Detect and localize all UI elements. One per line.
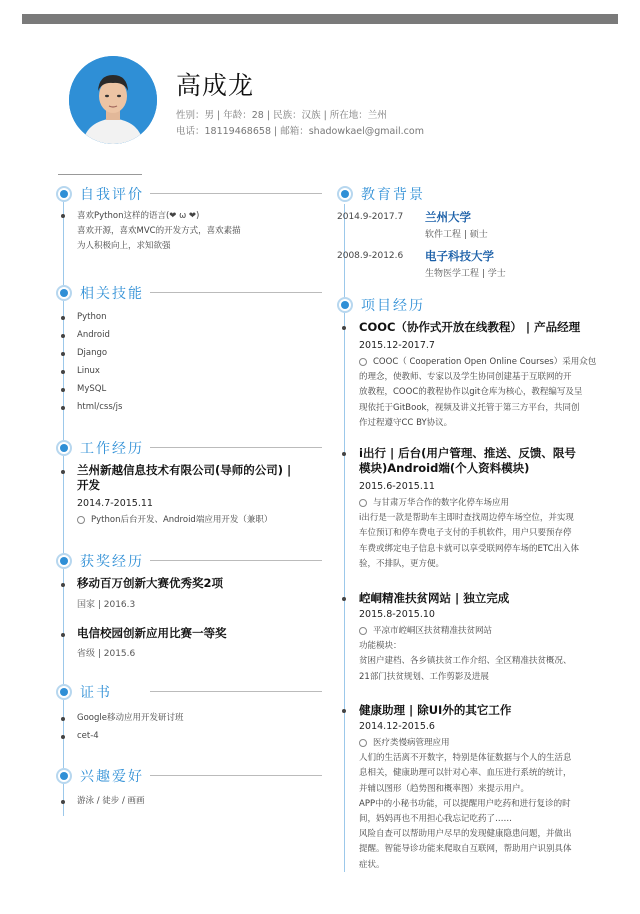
section-dot-icon xyxy=(337,186,353,202)
bullet-icon xyxy=(342,597,346,601)
project-name: 崆峒精准扶贫网站 | 独立完成 xyxy=(359,591,510,605)
project-desc-line: 与甘肃万华合作的数字化停车场应用 xyxy=(373,498,510,508)
circle-bullet-icon xyxy=(359,499,367,507)
project-desc-line: 贫困户建档、各乡镇扶贫工作介绍、全区精准扶贫概况、 xyxy=(359,656,572,667)
project-desc-line: 验，不排队，更方便。 xyxy=(359,558,445,569)
self-eval-line: 喜欢开源，喜欢MVC的开发方式，喜欢素描 xyxy=(77,226,241,236)
section-self-eval xyxy=(56,184,322,204)
project-name: i出行 | 后台(用户管理、推送、反馈、限号 xyxy=(359,446,576,460)
skill-item: Python xyxy=(77,312,107,322)
project-desc-line: APP中的小秘书功能，可以提醒用户吃药和进行复诊的时 xyxy=(359,798,571,809)
section-awards xyxy=(56,551,322,571)
project-dates: 2015.8-2015.10 xyxy=(359,609,435,620)
award-name: 电信校园创新应用比赛一等奖 xyxy=(77,626,227,640)
project-dates: 2014.12-2015.6 xyxy=(359,721,435,732)
hobbies-text: 游泳 / 徒步 / 画画 xyxy=(77,796,145,806)
section-dot-icon xyxy=(56,768,72,784)
project-name: 健康助理 | 除UI外的其它工作 xyxy=(359,703,512,717)
section-hobbies xyxy=(56,766,322,786)
bullet-icon xyxy=(61,214,65,218)
school-name: 兰州大学 xyxy=(425,210,471,224)
project-name: COOC（协作式开放在线教程） | 产品经理 xyxy=(359,320,581,334)
section-title: 教育背景 xyxy=(361,187,425,203)
bullet-icon xyxy=(61,717,65,721)
project-desc-line: 医疗类慢病管理应用 xyxy=(373,738,450,748)
project-desc-line: 间，妈妈再也不用担心我忘记吃药了…… xyxy=(359,814,513,825)
edu-dates: 2014.9-2017.7 xyxy=(337,212,404,222)
section-rule xyxy=(150,691,322,692)
circle-bullet-icon xyxy=(359,627,367,635)
project-desc-line: 作过程遵守CC BY协议。 xyxy=(359,417,453,428)
project-desc-line: 症状。 xyxy=(359,859,385,870)
avatar xyxy=(69,56,157,144)
project-desc-line: 的理念，使教师、专家以及学生协同创建基于互联网的开 xyxy=(359,372,572,383)
personal-info: 性别：男 | 年龄：28 | 民族：汉族 | 所在地：兰州 xyxy=(176,110,387,121)
section-dot-icon xyxy=(337,297,353,313)
award-detail: 国家 | 2016.3 xyxy=(77,600,136,610)
project-desc-line: 车费或绑定电子信息卡就可以享受联网停车场的ETC出入体 xyxy=(359,543,580,554)
edu-dates: 2008.9-2012.6 xyxy=(337,251,404,261)
section-dot-icon xyxy=(56,440,72,456)
project-desc-line: 息相关，健康助理可以针对心率、血压进行系统的统计， xyxy=(359,768,572,779)
section-dot-icon xyxy=(56,684,72,700)
project-desc-line: i出行是一款是帮助车主即时查找周边停车场空位，并实现 xyxy=(359,513,574,524)
circle-bullet-icon xyxy=(359,358,367,366)
project-dates: 2015.12-2017.7 xyxy=(359,340,435,351)
project-desc-line: 人们的生活离不开数字，特别是体征数据与个人的生活息 xyxy=(359,753,572,764)
bullet-icon xyxy=(342,326,346,330)
circle-bullet-icon xyxy=(359,739,367,747)
bullet-icon xyxy=(61,352,65,356)
section-rule xyxy=(150,292,322,293)
bullet-icon xyxy=(342,452,346,456)
circle-bullet-icon xyxy=(77,516,85,524)
section-rule xyxy=(150,560,322,561)
project-desc-line: 风险自查可以帮助用户尽早的发现健康隐患问题，并做出 xyxy=(359,829,572,840)
bullet-icon xyxy=(61,388,65,392)
cert-item: Google移动应用开发研讨班 xyxy=(77,713,184,723)
skill-item: html/css/js xyxy=(77,402,123,412)
section-rule xyxy=(150,193,322,194)
section-certs xyxy=(56,682,322,702)
company-role: 开发 xyxy=(77,478,100,492)
school-name: 电子科技大学 xyxy=(425,249,494,263)
skill-item: Django xyxy=(77,348,108,358)
section-dot-icon xyxy=(56,285,72,301)
bullet-icon xyxy=(342,709,346,713)
bullet-icon xyxy=(61,633,65,637)
section-education xyxy=(337,184,457,204)
work-dates: 2014.7-2015.11 xyxy=(77,498,153,509)
divider xyxy=(58,174,142,175)
project-desc-line: 现依托于GitBook，视频及讲义托管于第三方平台，共同创 xyxy=(359,402,580,413)
cert-item: cet-4 xyxy=(77,731,99,741)
bullet-icon xyxy=(61,800,65,804)
bullet-icon xyxy=(61,583,65,587)
section-rule xyxy=(150,447,322,448)
section-title: 兴趣爱好 xyxy=(80,769,144,785)
award-detail: 省级 | 2015.6 xyxy=(77,649,136,659)
school-major: 软件工程 | 硕士 xyxy=(425,230,488,240)
project-desc-line: 功能模块： xyxy=(359,641,402,652)
work-desc: Python后台开发、Android端应用开发（兼职） xyxy=(91,515,273,525)
bullet-icon xyxy=(61,735,65,739)
skill-item: Linux xyxy=(77,366,100,376)
bullet-icon xyxy=(61,470,65,474)
section-title: 工作经历 xyxy=(80,441,144,457)
project-desc-line: 车位预订和停车费电子支付的手机软件，用户只要预存停 xyxy=(359,528,572,539)
section-title: 获奖经历 xyxy=(80,554,144,570)
top-bar xyxy=(22,14,618,24)
project-desc-line: 平凉市崆峒区扶贫精准扶贫网站 xyxy=(373,626,493,636)
project-desc-line: 并辅以图形（趋势图和概率图）来提示用户。 xyxy=(359,783,530,794)
section-title: 证书 xyxy=(80,685,112,701)
self-eval-line: 为人积极向上，求知欲强 xyxy=(77,241,171,251)
section-dot-icon xyxy=(56,186,72,202)
project-desc-line: 放教程，COOC的教程协作以git仓库为核心，教程编写及呈 xyxy=(359,387,583,398)
section-title: 相关技能 xyxy=(80,286,144,302)
section-work xyxy=(56,438,322,458)
school-major: 生物医学工程 | 学士 xyxy=(425,269,506,279)
section-title: 项目经历 xyxy=(361,298,425,314)
bullet-icon xyxy=(61,316,65,320)
contact-info: 电话：18119468658 | 邮箱：shadowkael@gmail.com xyxy=(176,126,424,137)
bullet-icon xyxy=(61,370,65,374)
section-dot-icon xyxy=(56,553,72,569)
bullet-icon xyxy=(61,334,65,338)
self-eval-line: 喜欢Python这样的语言(❤ ω ❤) xyxy=(77,211,200,221)
section-rule xyxy=(150,775,322,776)
project-desc-line: 提醒。智能导诊功能来爬取自互联网，帮助用户识别具体 xyxy=(359,844,572,855)
company-name: 兰州新越信息技术有限公司(导师的公司) | xyxy=(77,463,292,477)
project-dates: 2015.6-2015.11 xyxy=(359,481,435,492)
skill-item: Android xyxy=(77,330,110,340)
project-desc-line: COOC（ Cooperation Open Online Courses）采用众包 xyxy=(373,357,597,367)
skill-item: MySQL xyxy=(77,384,107,394)
project-name: 模块)Android端(个人资料模块) xyxy=(359,461,530,475)
project-desc-line: 21部门扶贫规划、工作剪影及进展 xyxy=(359,671,489,682)
section-projects xyxy=(337,295,457,315)
section-title: 自我评价 xyxy=(80,187,144,203)
candidate-name: 高成龙 xyxy=(176,71,255,100)
bullet-icon xyxy=(61,406,65,410)
award-name: 移动百万创新大赛优秀奖2项 xyxy=(77,576,224,590)
section-skills xyxy=(56,283,322,303)
